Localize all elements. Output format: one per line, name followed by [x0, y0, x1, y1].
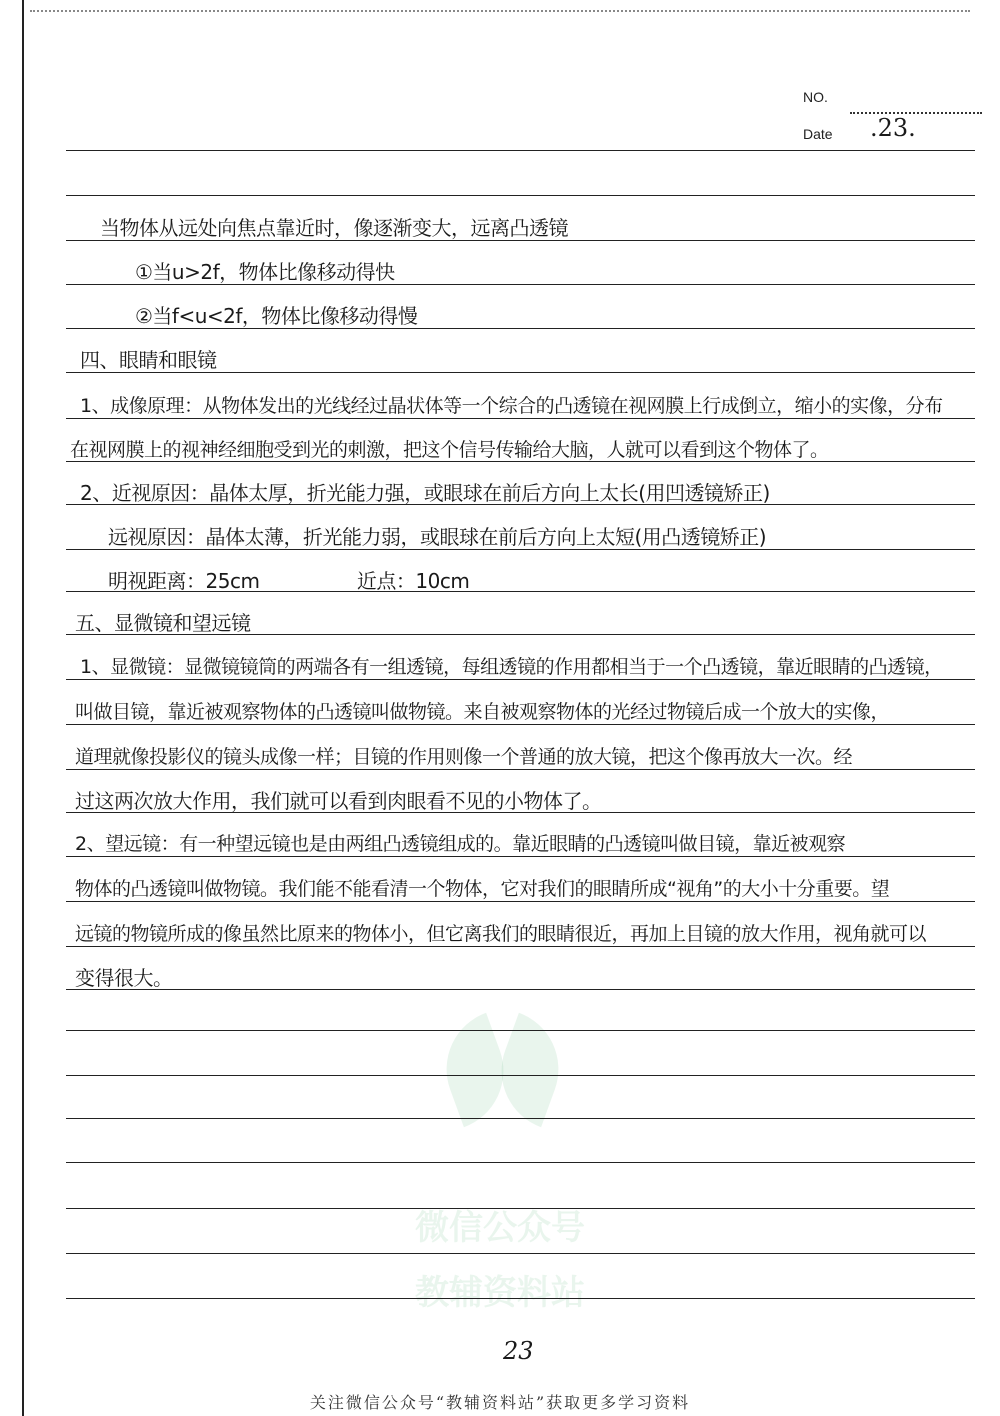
note-line: 远镜的物镜所成的像虽然比原来的物体小，但它离我们的眼睛很近，再加上目镜的放大作用，视角就可以 — [75, 923, 927, 945]
ruled-line — [66, 724, 975, 725]
note-line: 变得很大。 — [75, 966, 173, 990]
note-line: 明视距离：25cm 近点：10cm — [108, 569, 470, 593]
top-perforation — [30, 10, 970, 12]
ruled-line — [66, 1030, 975, 1031]
note-line: 物体的凸透镜叫做物镜。我们能不能看清一个物体，它对我们的眼睛所成“视角”的大小十分重要。望 — [75, 878, 890, 900]
ruled-line — [66, 1298, 975, 1299]
margin-line — [22, 0, 24, 1416]
note-line: ①当u>2f，物体比像移动得快 — [135, 260, 395, 284]
section-heading: 五、显微镜和望远镜 — [75, 611, 251, 635]
ruled-line — [66, 1162, 975, 1163]
ruled-line — [66, 989, 975, 990]
watermark — [380, 1000, 620, 1314]
date-value: .23. — [870, 114, 916, 142]
ruled-line — [66, 1075, 975, 1076]
number-label: NO. — [803, 89, 828, 105]
section-heading: 四、眼睛和眼镜 — [80, 348, 217, 372]
ruled-line — [66, 769, 975, 770]
ruled-line — [66, 856, 975, 857]
note-line: 2、近视原因：晶体太厚，折光能力强，或眼球在前后方向上太长(用凹透镜矫正) — [80, 481, 770, 505]
ruled-line — [66, 901, 975, 902]
ruled-line — [66, 679, 975, 680]
watermark-text-2: 教辅资料站 — [415, 1273, 585, 1313]
note-line: 1、显微镜：显微镜镜筒的两端各有一组透镜，每组透镜的作用都相当于一个凸透镜，靠近眼睛的凸透镜， — [80, 656, 943, 678]
note-line: 2、望远镜：有一种望远镜也是由两组凸透镜组成的。靠近眼睛的凸透镜叫做目镜，靠近被观察 — [75, 833, 846, 855]
note-line: 道理就像投影仪的镜头成像一样；目镜的作用则像一个普通的放大镜，把这个像再放大一次。经 — [75, 746, 853, 768]
note-line: 1、成像原理：从物体发出的光线经过晶状体等一个综合的凸透镜在视网膜上行成倒立，缩小的实像，分布 — [80, 395, 943, 417]
note-line: 在视网膜上的视神经细胞受到光的刺激，把这个信号传输给大脑，人就可以看到这个物体了。 — [70, 439, 829, 461]
note-line: 当物体从远处向焦点靠近时，像逐渐变大，远离凸透镜 — [100, 216, 568, 240]
ruled-line — [66, 150, 975, 151]
note-line: 叫做目镜，靠近被观察物体的凸透镜叫做物镜。来自被观察物体的光经过物镜后成一个放大的实像， — [75, 701, 890, 723]
ruled-line — [66, 195, 975, 196]
ruled-line — [66, 1118, 975, 1119]
ruled-line — [66, 1253, 975, 1254]
note-line: 过这两次放大作用，我们就可以看到肉眼看不见的小物体了。 — [75, 789, 602, 813]
note-line: 远视原因：晶体太薄，折光能力弱，或眼球在前后方向上太短(用凸透镜矫正) — [108, 525, 767, 549]
page-number: 23 — [503, 1337, 534, 1365]
note-line: ②当f<u<2f，物体比像移动得慢 — [135, 304, 418, 328]
ruled-line — [66, 1208, 975, 1209]
ruled-line — [66, 418, 975, 419]
footer-note: 关注微信公众号“教辅资料站”获取更多学习资料 — [309, 1393, 691, 1412]
date-label: Date — [803, 126, 833, 142]
ruled-line — [66, 946, 975, 947]
watermark-text-1: 微信公众号 — [415, 1208, 585, 1248]
